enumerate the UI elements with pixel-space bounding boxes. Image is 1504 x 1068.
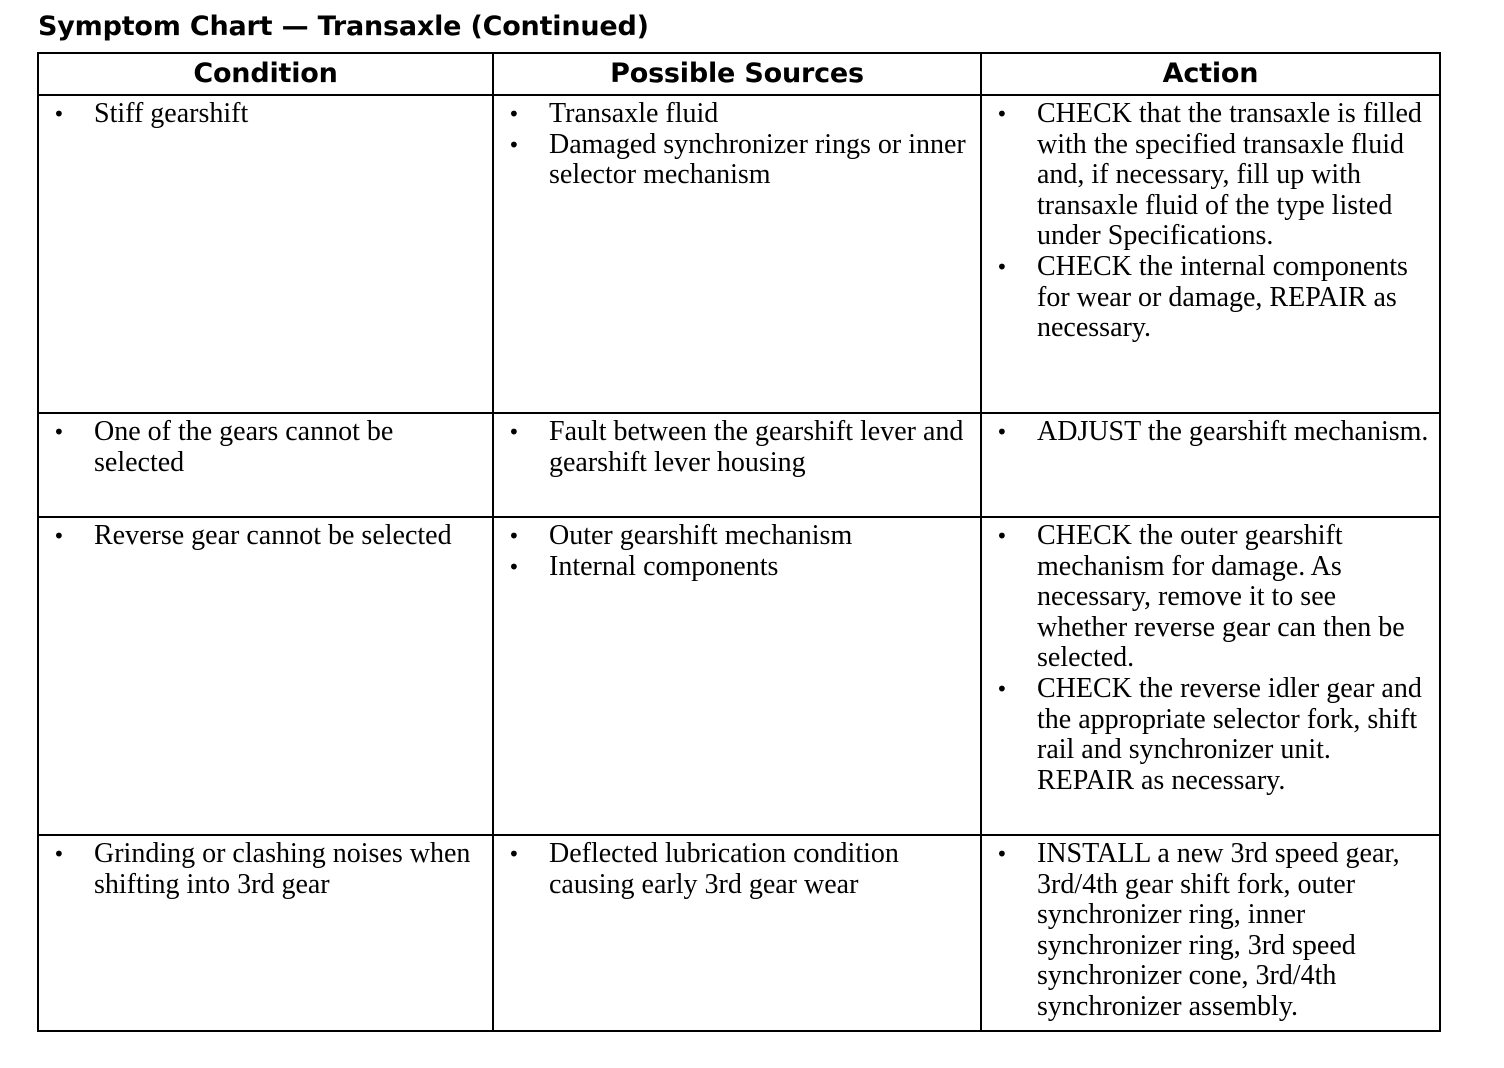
header-condition: Condition bbox=[38, 53, 493, 95]
list-item: • CHECK that the transaxle is filled with the specified transaxle fluid and, if necessary, fill up with transaxle fluid of the type listed under Specifications. bbox=[996, 98, 1422, 252]
bullet-icon: • bbox=[53, 842, 65, 866]
sources-cell bbox=[493, 517, 981, 835]
header-row bbox=[38, 53, 1440, 95]
list-item: • Reverse gear cannot be selected bbox=[53, 520, 452, 551]
bullet-icon: • bbox=[996, 420, 1008, 444]
header-action: Action bbox=[981, 53, 1440, 95]
bullet-icon: • bbox=[996, 524, 1008, 548]
list-item: • Outer gearshift mechanism bbox=[508, 520, 853, 551]
list-item: • One of the gears cannot be selected bbox=[53, 416, 394, 478]
action-cell bbox=[981, 835, 1440, 1031]
sources-cell bbox=[493, 95, 981, 413]
table-row bbox=[38, 517, 1440, 835]
sources-cell bbox=[493, 413, 981, 517]
action-cell bbox=[981, 517, 1440, 835]
bullet-icon: • bbox=[996, 254, 1008, 279]
bullet-icon: • bbox=[996, 676, 1008, 701]
bullet-icon: • bbox=[53, 524, 65, 548]
list-item: • Stiff gearshift bbox=[53, 98, 249, 129]
bullet-icon: • bbox=[996, 102, 1008, 126]
list-item: • INSTALL a new 3rd speed gear, 3rd/4th gear shift fork, outer synchronizer ring, inner synchronizer ring, 3rd speed synchronizer cone, 3rd/4th synchronizer assembly. bbox=[996, 838, 1400, 1022]
list-item: • CHECK the outer gearshift mechanism for damage. As necessary, remove it to see whether reverse gear can then be selected. bbox=[996, 520, 1405, 674]
condition-cell bbox=[38, 835, 493, 1031]
table-row bbox=[38, 413, 1440, 517]
condition-cell bbox=[38, 413, 493, 517]
page-title: Symptom Chart — Transaxle (Continued) bbox=[38, 11, 649, 42]
list-item: • Fault between the gearshift lever and gearshift lever housing bbox=[508, 416, 964, 478]
list-item: • CHECK the reverse idler gear and the appropriate selector fork, shift rail and synchronizer unit. REPAIR as necessary. bbox=[996, 672, 1422, 796]
condition-cell bbox=[38, 517, 493, 835]
bullet-icon: • bbox=[508, 102, 520, 126]
list-item: • Deflected lubrication condition causing early 3rd gear wear bbox=[508, 838, 899, 900]
symptom-chart-table bbox=[37, 52, 1441, 1032]
bullet-icon: • bbox=[996, 842, 1008, 866]
action-cell bbox=[981, 95, 1440, 413]
list-item: • Internal components bbox=[508, 550, 779, 582]
list-item: • Grinding or clashing noises when shifting into 3rd gear bbox=[53, 838, 471, 900]
list-item: • ADJUST the gearshift mechanism. bbox=[996, 416, 1429, 447]
table-row bbox=[38, 835, 1440, 1031]
bullet-icon: • bbox=[508, 554, 520, 579]
bullet-icon: • bbox=[508, 842, 520, 866]
condition-cell bbox=[38, 95, 493, 413]
action-cell bbox=[981, 413, 1440, 517]
bullet-icon: • bbox=[508, 132, 520, 157]
bullet-icon: • bbox=[508, 420, 520, 444]
list-item: • CHECK the internal components for wear or damage, REPAIR as necessary. bbox=[996, 250, 1408, 344]
table-row bbox=[38, 95, 1440, 413]
bullet-icon: • bbox=[53, 102, 65, 126]
sources-cell bbox=[493, 835, 981, 1031]
bullet-icon: • bbox=[508, 524, 520, 548]
bullet-icon: • bbox=[53, 420, 65, 444]
header-possible-sources: Possible Sources bbox=[493, 53, 981, 95]
list-item: • Damaged synchronizer rings or inner selector mechanism bbox=[508, 128, 966, 191]
list-item: • Transaxle fluid bbox=[508, 98, 719, 129]
